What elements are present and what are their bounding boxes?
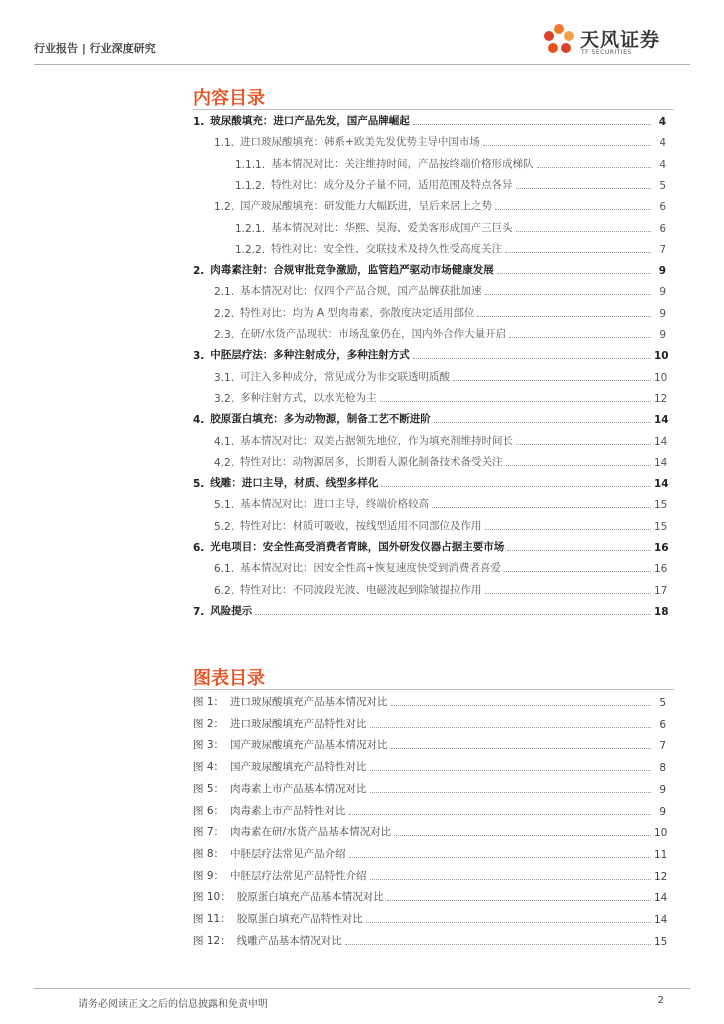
figure-page: 14: [654, 892, 668, 905]
toc-entry-page: 16: [654, 542, 669, 554]
toc-entry-number: 5.2.: [214, 520, 235, 533]
toc-entry-page: 6: [659, 201, 666, 214]
figure-title: 线雕产品基本情况对比: [236, 934, 342, 947]
figure-title: 肉毒素上市产品特性对比: [230, 804, 346, 817]
figure-page: 10: [654, 827, 668, 840]
toc-entry-page: 18: [654, 605, 669, 618]
toc-leader-dots: [477, 316, 651, 317]
toc-entry-number: 4.2.: [214, 456, 235, 469]
figure-title: 肉毒素上市产品基本情况对比: [230, 782, 367, 795]
company-logo: [540, 22, 670, 62]
figure-page: 5: [659, 697, 666, 709]
toc-entry-text: 基本情况对比：因安全性高+恢复速度快受到消费者喜爱: [240, 562, 501, 575]
figure-entry[interactable]: [193, 780, 666, 796]
toc-leader-dots: [505, 252, 651, 253]
figure-title: 进口玻尿酸填充产品特性对比: [230, 717, 367, 730]
toc-entry[interactable]: [235, 240, 666, 256]
figure-entry[interactable]: [193, 802, 666, 818]
figure-label: 图 5：: [193, 782, 225, 795]
figures-divider: [193, 689, 674, 690]
toc-divider: [193, 109, 674, 110]
toc-entry-number: 4.: [193, 414, 205, 427]
toc-entry-text: 线雕：进口主导，材质、线型多样化: [210, 477, 379, 490]
toc-entry-text: 基本情况对比：仅四个产品合规，国产品牌获批加速: [240, 285, 482, 298]
figure-entry[interactable]: [193, 736, 666, 752]
toc-entry-text: 光电项目：安全性高受消费者青睐，国外研发仪器占据主要市场: [210, 541, 505, 553]
figure-entry[interactable]: [193, 888, 666, 904]
toc-entry-number: 6.: [193, 542, 205, 554]
toc-entry[interactable]: [214, 432, 666, 448]
figure-entry[interactable]: [193, 867, 666, 883]
toc-entry[interactable]: [193, 261, 666, 277]
toc-entry[interactable]: [193, 474, 669, 491]
toc-leader-dots: [413, 124, 651, 125]
toc-entry-text: 基本情况对比：关注维持时间，产品按终端价格形成梯队: [271, 157, 534, 170]
toc-entry[interactable]: [193, 410, 669, 427]
toc-entry-page: 4: [659, 158, 666, 171]
figure-leader-dots: [349, 857, 651, 858]
figure-entry[interactable]: [193, 758, 666, 774]
toc-entry-number: 6.2.: [214, 584, 235, 597]
figure-label: 图 1：: [193, 696, 225, 708]
toc-entry-text: 玻尿酸填充：进口产品先发，国产品牌崛起: [210, 115, 410, 127]
toc-entry-number: 1.: [193, 116, 205, 128]
toc-leader-dots: [509, 337, 651, 338]
toc-leader-dots: [453, 380, 651, 381]
toc-entry-page: 4: [659, 137, 666, 150]
toc-entry[interactable]: [193, 602, 669, 618]
toc-entry-text: 进口玻尿酸填充：韩系+欧美先发优势主导中国市场: [240, 136, 480, 149]
page-header: [34, 0, 690, 65]
toc-entry-page: 9: [659, 329, 666, 341]
toc-title: 内容目录: [193, 88, 265, 109]
toc-entry-number: 3.2.: [214, 392, 235, 405]
toc-entry-page: 15: [654, 520, 668, 533]
figure-page: 6: [659, 718, 666, 731]
toc-entry-text: 特性对比：成分及分子量不同，适用范围及特点各异: [271, 178, 513, 191]
toc-entry-page: 10: [654, 350, 669, 363]
figure-title: 胶原蛋白填充产品特性对比: [236, 913, 363, 925]
toc-entry[interactable]: [235, 155, 666, 171]
toc-leader-dots: [504, 571, 651, 572]
toc-entry[interactable]: [214, 282, 666, 298]
figure-leader-dots: [387, 900, 651, 901]
figure-title: 胶原蛋白填充产品基本情况对比: [236, 891, 384, 904]
toc-entry-text: 风险提示: [210, 604, 253, 617]
toc-entry[interactable]: [214, 389, 666, 405]
toc-entry[interactable]: [235, 176, 666, 192]
toc-entry-number: 2.2.: [214, 307, 235, 320]
figure-label: 图 7：: [193, 826, 225, 839]
toc-entry-number: 1.2.: [214, 201, 235, 214]
toc-entry-page: 16: [654, 563, 668, 576]
figure-entry[interactable]: [193, 932, 666, 948]
toc-entry-page: 10: [654, 371, 668, 384]
toc-leader-dots: [380, 401, 651, 402]
toc-entry-number: 6.1.: [214, 563, 235, 576]
figure-label: 图 4：: [193, 761, 225, 774]
figure-leader-dots: [370, 879, 651, 880]
toc-leader-dots: [495, 209, 651, 210]
toc-entry-number: 3.1.: [214, 371, 235, 384]
figure-label: 图 3：: [193, 739, 225, 752]
toc-entry-page: 14: [654, 435, 668, 448]
toc-entry-page: 14: [654, 478, 669, 491]
figure-title: 进口玻尿酸填充产品基本情况对比: [230, 696, 388, 708]
toc-entry-page: 14: [654, 456, 668, 469]
toc-entry-number: 1.2.1.: [235, 222, 266, 235]
toc-entry-text: 国产玻尿酸填充：研发能力大幅跃进，呈后来居上之势: [240, 200, 493, 213]
toc-entry-page: 9: [658, 265, 666, 278]
figure-leader-dots: [394, 835, 651, 836]
toc-leader-dots: [506, 465, 651, 466]
toc-entry-page: 6: [659, 222, 666, 235]
figure-label: 图 11：: [193, 913, 231, 925]
toc-entry[interactable]: [214, 453, 666, 469]
toc-entry[interactable]: [214, 304, 666, 320]
toc-entry-number: 2.: [193, 265, 205, 278]
toc-entry-page: 9: [659, 307, 666, 320]
figure-leader-dots: [345, 944, 651, 945]
toc-leader-dots: [434, 422, 651, 423]
figure-leader-dots: [366, 922, 651, 923]
toc-leader-dots: [485, 529, 651, 530]
figure-label: 图 9：: [193, 869, 225, 882]
logo-text-cn: 天风证券: [580, 29, 661, 51]
toc-leader-dots: [516, 188, 651, 189]
toc-entry[interactable]: [235, 219, 666, 235]
toc-entry-page: 12: [654, 392, 668, 405]
toc-entry-number: 1.2.2.: [235, 243, 266, 256]
figure-leader-dots: [370, 727, 651, 728]
toc-entry-text: 肉毒素注射：合规审批竞争激励，监管趋严驱动市场健康发展: [210, 264, 494, 277]
figure-label: 图 12：: [193, 934, 231, 947]
toc-leader-dots: [516, 231, 651, 232]
toc-entry[interactable]: [214, 368, 666, 384]
figure-entry[interactable]: [193, 823, 666, 839]
toc-leader-dots: [381, 486, 651, 487]
toc-entry[interactable]: [214, 517, 666, 533]
toc-entry-text: 特性对比：均为 A 型肉毒素，弥散度决定适用部位: [240, 306, 475, 319]
toc-entry-page: 17: [654, 584, 668, 597]
toc-leader-dots: [537, 167, 651, 168]
figure-leader-dots: [391, 748, 651, 749]
figure-leader-dots: [349, 814, 651, 815]
figure-label: 图 6：: [193, 804, 225, 817]
figure-entry[interactable]: [193, 910, 666, 926]
toc-entry-text: 可注入多种成分，常见成分为非交联透明质酸: [240, 370, 451, 383]
toc-entry-text: 特性对比：安全性、交联技术及持久性受高度关注: [271, 242, 503, 255]
figure-page: 9: [659, 783, 666, 796]
toc-entry-number: 1.1.2.: [235, 179, 266, 192]
toc-leader-dots: [507, 550, 651, 551]
toc-entry-number: 5.: [193, 478, 205, 491]
figure-title: 肉毒素在研/水货产品基本情况对比: [230, 826, 392, 839]
toc-leader-dots: [413, 358, 651, 359]
figure-title: 中胚层疗法常见产品介绍: [230, 847, 346, 860]
toc-entry-text: 基本情况对比：进口主导，终端价格较高: [240, 498, 430, 511]
toc-entry[interactable]: [214, 197, 666, 213]
toc-entry[interactable]: [214, 581, 666, 597]
toc-entry-text: 特性对比：动物源居多，长期看人源化制备技术备受关注: [240, 455, 503, 468]
toc-entry-text: 基本情况对比：华熙、昊海、爱美客形成国产三巨头: [271, 221, 513, 234]
toc-entry-text: 在研/水货产品现状：市场乱象仍在，国内外合作大量开启: [240, 328, 507, 340]
figure-page: 12: [654, 870, 668, 883]
figure-page: 9: [659, 805, 666, 818]
toc-entry-page: 9: [659, 286, 666, 299]
figure-label: 图 8：: [193, 847, 225, 860]
toc-entry-number: 1.1.1.: [235, 158, 266, 171]
toc-leader-dots: [485, 593, 651, 594]
toc-entry[interactable]: [214, 133, 666, 149]
toc-entry-number: 3.: [193, 350, 205, 363]
figure-page: 14: [654, 914, 668, 926]
figure-leader-dots: [370, 770, 651, 771]
toc-entry-number: 1.1.: [214, 137, 235, 150]
toc-entry-number: 5.1.: [214, 499, 235, 512]
toc-entry-page: 7: [659, 243, 666, 256]
figure-title: 国产玻尿酸填充产品基本情况对比: [230, 739, 388, 752]
figure-page: 8: [659, 762, 666, 775]
toc-entry-text: 特性对比：不同波段光波、电磁波起到除皱提拉作用: [240, 583, 482, 596]
toc-entry-text: 胶原蛋白填充：多为动物源，制备工艺不断进阶: [210, 413, 431, 426]
toc-entry-number: 2.3.: [214, 329, 235, 341]
toc-entry-text: 多种注射方式，以水光枪为主: [240, 391, 377, 404]
figure-label: 图 10：: [193, 891, 231, 904]
figure-page: 15: [654, 935, 668, 948]
toc-leader-dots: [255, 614, 651, 615]
toc-entry-page: 5: [659, 179, 666, 192]
figure-entry[interactable]: [193, 693, 666, 709]
toc-entry-page: 4: [658, 116, 666, 128]
figure-leader-dots: [370, 792, 651, 793]
toc-entry[interactable]: [214, 559, 666, 575]
toc-entry-number: 4.1.: [214, 435, 235, 448]
toc-entry-number: 7.: [193, 605, 205, 618]
toc-entry[interactable]: [214, 325, 666, 341]
page-footer: [34, 988, 690, 1010]
figure-leader-dots: [391, 705, 651, 706]
toc-entry-page: 15: [654, 499, 668, 512]
figure-page: 7: [659, 740, 666, 753]
logo-flower-icon: [540, 22, 578, 60]
toc-entry[interactable]: [193, 346, 669, 363]
page-number: 2: [657, 995, 664, 1006]
toc-entry-page: 14: [654, 414, 669, 427]
figure-title: 中胚层疗法常见产品特性介绍: [230, 869, 367, 882]
toc-leader-dots: [516, 444, 651, 445]
figure-page: 11: [654, 848, 668, 861]
toc-entry-text: 基本情况对比：双美占据领先地位，作为填充剂维持时间长: [240, 434, 514, 447]
figure-entry[interactable]: [193, 845, 666, 861]
figure-label: 图 2：: [193, 717, 225, 730]
toc-leader-dots: [432, 507, 651, 508]
toc-leader-dots: [497, 273, 651, 274]
report-category: 行业报告 | 行业深度研究: [34, 42, 156, 55]
figure-entry[interactable]: [193, 715, 666, 731]
toc-leader-dots: [485, 294, 651, 295]
toc-entry-text: 中胚层疗法：多种注射成分，多种注射方式: [210, 349, 410, 362]
toc-entry-text: 特性对比：材质可吸收，按线型适用不同部位及作用: [240, 519, 482, 532]
toc-entry-number: 2.1.: [214, 286, 235, 299]
toc-entry[interactable]: [214, 495, 666, 511]
toc-entry[interactable]: [193, 538, 669, 554]
toc-entry[interactable]: [193, 112, 666, 128]
figures-title: 图表目录: [193, 668, 265, 689]
figure-title: 国产玻尿酸填充产品特性对比: [230, 761, 367, 774]
toc-leader-dots: [483, 145, 651, 146]
logo-text-en: TF SECURITIES: [581, 49, 632, 56]
footer-disclaimer: 请务必阅读正文之后的信息披露和免责申明: [78, 999, 268, 1010]
